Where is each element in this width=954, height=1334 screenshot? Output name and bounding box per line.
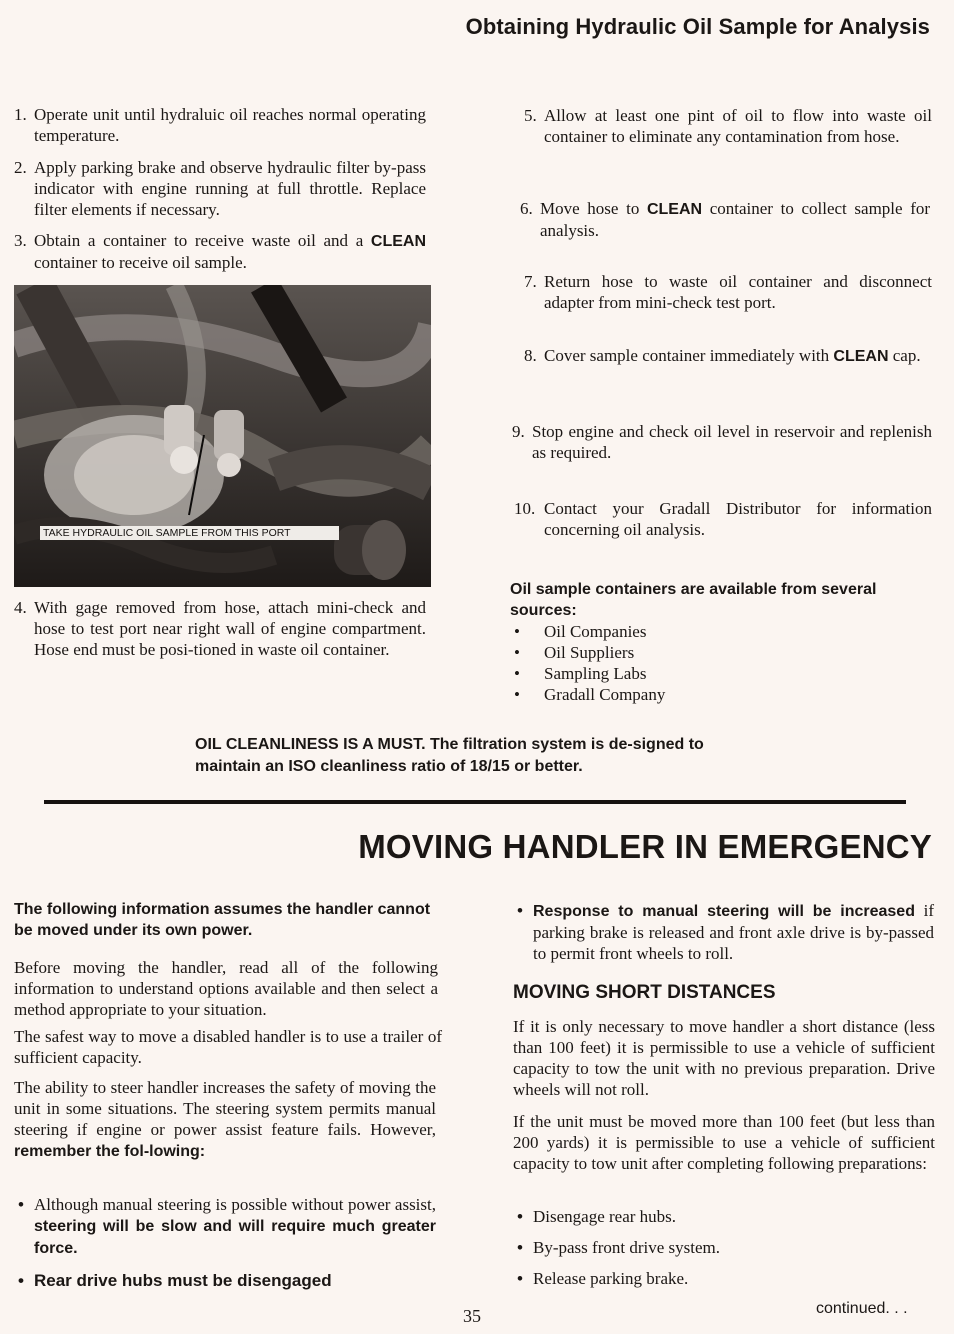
- step-text-part: container to collect sample for analysis.: [540, 199, 931, 240]
- step-number: 6.: [520, 199, 533, 218]
- step-number: 7.: [524, 272, 537, 291]
- step-number: 2.: [14, 158, 27, 177]
- page-number: 35: [463, 1306, 481, 1326]
- step-3: [14, 230, 426, 273]
- step-text: Contact your Gradall Distributor for information concerning oil analysis.: [544, 499, 932, 539]
- intro-bold: The following information assumes the handler cannot be moved under its own power.: [14, 901, 431, 939]
- bullet-text: Although manual steering is possible without power assist,: [34, 1195, 436, 1214]
- step-text: Stop engine and check oil level in reservoir and replenish as required.: [532, 422, 932, 462]
- step-number: 4.: [14, 598, 27, 617]
- bullet-emphasis: Response to manual steering will be increased: [533, 903, 915, 920]
- clean-emphasis: CLEAN: [646, 201, 703, 218]
- step-text: [34, 230, 426, 273]
- step-2: [14, 157, 426, 220]
- paragraph: If it is only necessary to move handler a short distance (less than 100 feet) it is permissible to use a vehicle of sufficient capacity to tow the unit with no previous preparation. Drive wheels will not roll.: [513, 1017, 935, 1099]
- clean-emphasis: CLEAN: [370, 233, 427, 250]
- step-6: [520, 198, 930, 241]
- bullet-text: if parking brake is released and front axle drive is by-passed to permit front wheels to roll.: [533, 901, 934, 963]
- step-text-part: Move hose to: [540, 199, 640, 218]
- sources-list: [510, 621, 665, 705]
- continued-label: continued. . .: [816, 1300, 908, 1317]
- step-number: 5.: [524, 106, 537, 125]
- step-number: 1.: [14, 105, 27, 124]
- bullet-item: • By-pass front drive system.: [513, 1237, 934, 1258]
- paragraph-text: The ability to steer handler increases the safety of moving the unit in some situations. The steering system permits manual steering if engine or power assist feature fails. However,: [14, 1078, 436, 1139]
- hydraulic-port-illustration: [14, 285, 431, 587]
- step-text: With gage removed from hose, attach mini-check and hose to test port near right wall of engine compartment. Hose end must be posi-tioned in waste oil container.: [34, 598, 426, 659]
- step-text-part: cap.: [892, 346, 921, 365]
- section-divider: [44, 800, 906, 804]
- bullet-item: [14, 1194, 436, 1259]
- paragraph-emphasis: remember the fol-lowing:: [14, 1143, 206, 1160]
- step-text: Return hose to waste oil container and disconnect adapter from mini-check test port.: [544, 272, 932, 312]
- step-9: [512, 421, 932, 463]
- clean-emphasis: CLEAN: [833, 348, 889, 365]
- section-title: MOVING HANDLER IN EMERGENCY: [358, 828, 932, 865]
- step-number: 8.: [524, 346, 537, 365]
- engine-compartment-photo: [14, 285, 431, 587]
- subheading: MOVING SHORT DISTANCES: [513, 982, 776, 1003]
- step-10: [514, 498, 932, 540]
- step-text-part: container to receive oil sample.: [34, 253, 247, 272]
- list-item: • Gradall Company: [510, 684, 665, 705]
- bullet-item: • Rear drive hubs must be disengaged: [14, 1270, 436, 1291]
- step-text-part: Obtain a container to receive waste oil and a: [34, 231, 364, 250]
- bullet-item: • Disengage rear hubs.: [513, 1206, 934, 1227]
- step-text: Allow at least one pint of oil to flow into waste oil container to eliminate any contamination from hose.: [544, 106, 932, 146]
- step-number: 3.: [14, 231, 27, 250]
- step-7: [524, 271, 932, 313]
- step-text: Operate unit until hydraluic oil reaches normal operating temperature.: [34, 105, 426, 145]
- bullet-item: • Release parking brake.: [513, 1268, 934, 1289]
- step-number: 10.: [514, 499, 536, 518]
- paragraph: If the unit must be moved more than 100 feet (but less than 200 yards) it is permissible to use a vehicle of sufficient capacity to tow unit after completing following preparations:: [513, 1112, 935, 1173]
- step-1: [14, 104, 426, 146]
- bullet-emphasis: steering will be slow and will require much greater force.: [34, 1218, 436, 1257]
- list-item: • Oil Companies: [510, 621, 665, 642]
- paragraph: [14, 1077, 436, 1162]
- step-text: [540, 198, 930, 241]
- list-item: • Oil Suppliers: [510, 642, 665, 663]
- step-number: 9.: [512, 422, 525, 441]
- bullet-item: [513, 900, 934, 964]
- step-text: Apply parking brake and observe hydraulic filter by-pass indicator with engine running at full throttle. Replace filter elements if necessary.: [34, 158, 426, 219]
- paragraph: Before moving the handler, read all of the following information to understand options available and then select a method appropriate to your situation.: [14, 958, 438, 1019]
- sources-heading: Oil sample containers are available from several sources:: [510, 581, 877, 619]
- step-text: [544, 345, 932, 367]
- step-8: [524, 345, 932, 367]
- cleanliness-note: OIL CLEANLINESS IS A MUST. The filtration system is de-signed to maintain an ISO cleanliness ratio of 18/15 or better.: [195, 736, 704, 775]
- paragraph: The safest way to move a disabled handler is to use a trailer of sufficient capacity.: [14, 1027, 442, 1067]
- list-item: • Sampling Labs: [510, 663, 665, 684]
- step-4: [14, 597, 426, 660]
- photo-caption: TAKE HYDRAULIC OIL SAMPLE FROM THIS PORT: [40, 526, 339, 540]
- page-heading: Obtaining Hydraulic Oil Sample for Analysis: [465, 14, 930, 39]
- step-5: [524, 105, 932, 147]
- step-text-part: Cover sample container immediately with: [544, 346, 830, 365]
